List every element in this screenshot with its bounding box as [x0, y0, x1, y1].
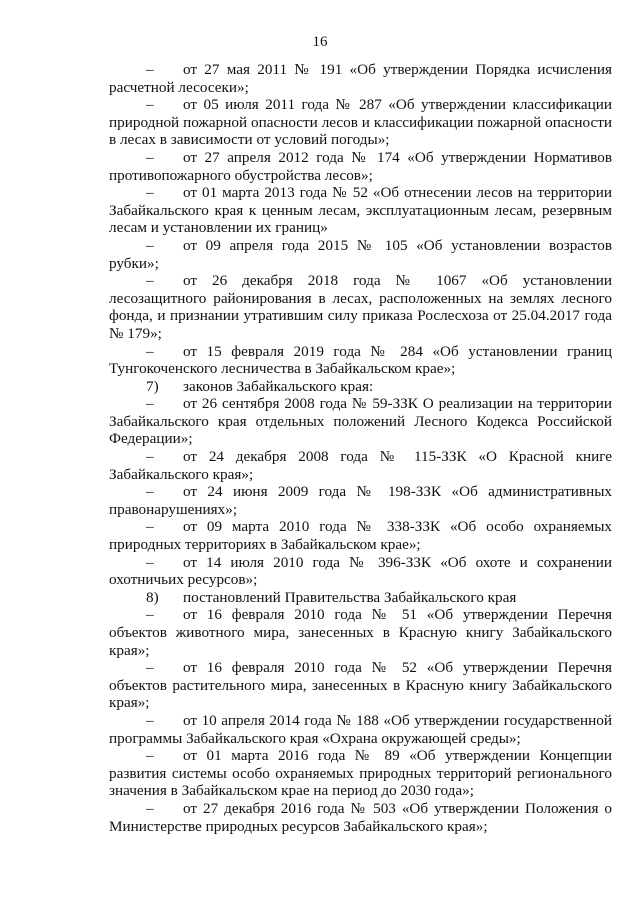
list-item: [109, 554, 612, 589]
list-item-first-line: от 26 сентября 2008 года № 59-ЗЗК О реализации на территории: [183, 395, 612, 413]
list-item-first-line: от 27 апреля 2012 года № 174 «Об утверждении Нормативов: [183, 148, 612, 166]
list-item-line: Федерации»;: [109, 430, 193, 448]
list-item-line: края»;: [109, 694, 150, 712]
list-item: [109, 395, 612, 448]
list-item-first-line: от 14 июля 2010 года № 396-ЗЗК «Об охоте и сохранении: [183, 553, 612, 571]
page-number: 16: [312, 34, 328, 50]
list-item-line: правонарушениях»;: [109, 500, 238, 518]
list-marker: –: [146, 483, 154, 501]
list-item: [109, 149, 612, 184]
list-item-line: № 179»;: [109, 324, 162, 342]
list-item-first-line: постановлений Правительства Забайкальского края: [183, 588, 517, 606]
list-item-first-line: от 09 апреля года 2015 № 105 «Об установлении возрастов: [183, 236, 612, 254]
list-item-line: в лесах в зависимости от условий погоды»;: [109, 131, 390, 149]
list-item-first-line: от 16 февраля 2010 года № 51 «Об утверждении Перечня: [183, 606, 612, 624]
list-marker: –: [146, 61, 154, 78]
list-marker: –: [146, 272, 154, 290]
list-marker: –: [146, 184, 154, 202]
list-item-first-line: от 24 декабря 2008 года № 115-ЗЗК «О Красной книге: [183, 448, 612, 466]
list-marker: –: [146, 799, 154, 817]
list-item-line: лесам и установлении их границ»: [109, 219, 328, 237]
list-item-first-line: от 26 декабря 2018 года № 1067 «Об установлении: [183, 272, 612, 290]
list-marker: 8): [146, 588, 159, 606]
list-item-line: лесозащитного районирования в лесах, расположенных на землях лесного: [109, 289, 612, 307]
list-marker: –: [146, 606, 154, 624]
list-item-first-line: от 10 апреля 2014 года № 188 «Об утверждении государственной: [183, 711, 612, 729]
list-item-line: расчетной лесосеки»;: [109, 78, 249, 96]
list-marker: –: [146, 236, 154, 254]
list-marker: 7): [146, 377, 159, 395]
list-item: [109, 747, 612, 800]
list-item-line: Министерстве природных ресурсов Забайкальского края»;: [109, 817, 488, 835]
list-item-line: значения в Забайкальском крае на период до 2030 года»;: [109, 782, 474, 800]
list-item: [109, 518, 612, 553]
list-item-first-line: от 27 декабря 2016 года № 503 «Об утверждении Положения о: [183, 799, 612, 817]
list-item: [109, 606, 612, 659]
list-item: [109, 712, 612, 747]
list-marker: –: [146, 553, 154, 571]
list-item-first-line: от 24 июня 2009 года № 198-ЗЗК «Об административных: [183, 483, 612, 501]
list-item-line: Забайкальского края отдельных положений Лесного Кодекса Российской: [109, 412, 612, 430]
list-item: [109, 448, 612, 483]
list-item-line: природной пожарной опасности лесов и классификации пожарной опасности: [109, 113, 612, 131]
list-marker: –: [146, 148, 154, 166]
list-marker: –: [146, 448, 154, 466]
list-item-line: программы Забайкальского края «Охрана окружающей среды»;: [109, 729, 521, 747]
list-item-first-line: от 27 мая 2011 № 191 «Об утверждении Порядка исчисления: [183, 61, 612, 78]
list-item-line: Забайкальского края»;: [109, 465, 254, 483]
list-item-line: объектов растительного мира, занесенных в Красную книгу Забайкальского: [109, 676, 612, 694]
list-item-line: охотничьих ресурсов»;: [109, 571, 258, 589]
list-marker: –: [146, 659, 154, 677]
list-marker: –: [146, 342, 154, 360]
list-marker: –: [146, 395, 154, 413]
list-item: [109, 378, 612, 396]
list-marker: –: [146, 711, 154, 729]
list-item-line: Тунгокоченского лесничества в Забайкальском крае»;: [109, 360, 456, 378]
list-item-line: рубки»;: [109, 254, 159, 272]
list-item-first-line: от 01 марта 2013 года № 52 «Об отнесении лесов на территории: [183, 184, 612, 202]
list-item: [109, 483, 612, 518]
list-item: [109, 184, 612, 237]
list-item: [109, 61, 612, 96]
list-item-line: края»;: [109, 641, 150, 659]
list-item-line: фонда, и признании утратившим силу приказа Рослесхоза от 25.04.2017 года: [109, 307, 612, 325]
list-item-line: противопожарного обустройства лесов»;: [109, 166, 373, 184]
list-item: [109, 343, 612, 378]
list-item-first-line: законов Забайкальского края:: [183, 377, 374, 395]
list-item-line: Забайкальского края к ценным лесам, эксплуатационным лесам, резервным: [109, 201, 612, 219]
list-item-first-line: от 16 февраля 2010 года № 52 «Об утверждении Перечня: [183, 659, 612, 677]
list-item: [109, 96, 612, 149]
list-item: [109, 659, 612, 712]
list-item-first-line: от 15 февраля 2019 года № 284 «Об установлении границ: [183, 342, 612, 360]
list-marker: –: [146, 747, 154, 765]
list-item-line: развития системы особо охраняемых природных территорий регионального: [109, 764, 612, 782]
list-item: [109, 800, 612, 835]
list-marker: –: [146, 96, 154, 114]
document-body: [109, 61, 612, 835]
list-item: [109, 272, 612, 342]
list-item-line: объектов животного мира, занесенных в Красную книгу Забайкальского: [109, 624, 612, 641]
list-item-first-line: от 01 марта 2016 года № 89 «Об утверждении Концепции: [183, 747, 612, 765]
list-item-first-line: от 09 марта 2010 года № 338-ЗЗК «Об особо охраняемых: [183, 518, 612, 536]
list-item-first-line: от 05 июля 2011 года № 287 «Об утверждении классификации: [183, 96, 612, 114]
list-item: [109, 237, 612, 272]
list-item-line: природных территориях в Забайкальском крае»;: [109, 536, 421, 554]
list-marker: –: [146, 518, 154, 536]
list-item: [109, 589, 612, 607]
